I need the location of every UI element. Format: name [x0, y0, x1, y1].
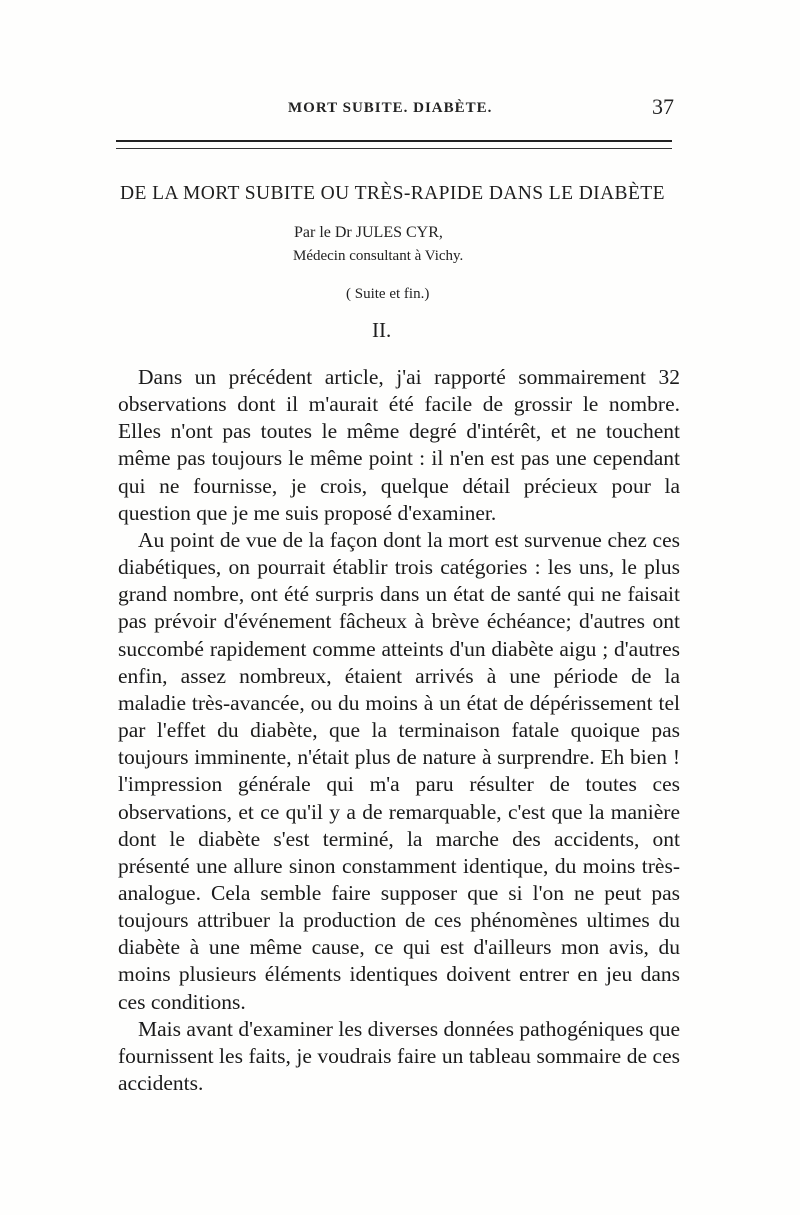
- continuation-note: ( Suite et fin.): [346, 286, 430, 302]
- header-rule-thick: [116, 140, 672, 142]
- body-paragraph: Au point de vue de la façon dont la mort est survenue chez ces diabétiques, on pourrait établir trois catégories : les uns, le plus grand nombre, ont été surpris dans un état de santé qui ne faisait pas prévoir d'événement fâcheux à brève échéance; d'autres ont succombé rapidement comme atteints d'un diabète aigu ; d'autres enfin, assez nombreux, étaient arrivés à une période de la maladie très-avancée, ou du moins à un état de dépérissement tel par l'effet du diabète, que la terminaison fatale quoique pas toujours imminente, n'était plus de nature à surprendre. Eh bien ! l'impression générale qui m'a paru résulter de toutes ces observations, et ce qu'il y a de remarquable, c'est que la manière dont le diabète s'est terminé, la marche des accidents, ont présenté une allure sinon constamment identique, du moins très-analogue. Cela semble faire supposer que si l'on ne peut pas toujours attribuer la production de ces phénomènes ultimes du diabète à une même cause, ce qui est d'ailleurs mon avis, du moins plusieurs éléments identiques doivent entrer en jeu dans ces conditions.: [118, 527, 680, 1014]
- article-title: DE LA MORT SUBITE OU TRÈS-RAPIDE DANS LE DIABÈTE: [120, 183, 665, 204]
- body-paragraph: Dans un précédent article, j'ai rapporté sommairement 32 observations dont il m'aurait été facile de grossir le nombre. Elles n'ont pas toutes le même degré d'intérêt, et ne touchent même pas toujours le même point : il n'en est pas une cependant qui ne fournisse, je crois, quelque détail précieux pour la question que je me suis proposé d'examiner.: [118, 365, 680, 525]
- article-body: [118, 364, 680, 1097]
- section-numeral: II.: [372, 318, 392, 342]
- header-rule-thin: [116, 148, 672, 149]
- body-paragraph: Mais avant d'examiner les diverses données pathogéniques que fournissent les faits, je voudrais faire un tableau sommaire de ces accidents.: [118, 1016, 680, 1096]
- running-head: [118, 94, 678, 124]
- running-title: MORT SUBITE. DIABÈTE.: [288, 100, 493, 116]
- page-number: 37: [652, 94, 674, 119]
- author-affiliation: Médecin consultant à Vichy.: [293, 248, 464, 264]
- author-byline: Par le Dr JULES CYR,: [294, 224, 443, 241]
